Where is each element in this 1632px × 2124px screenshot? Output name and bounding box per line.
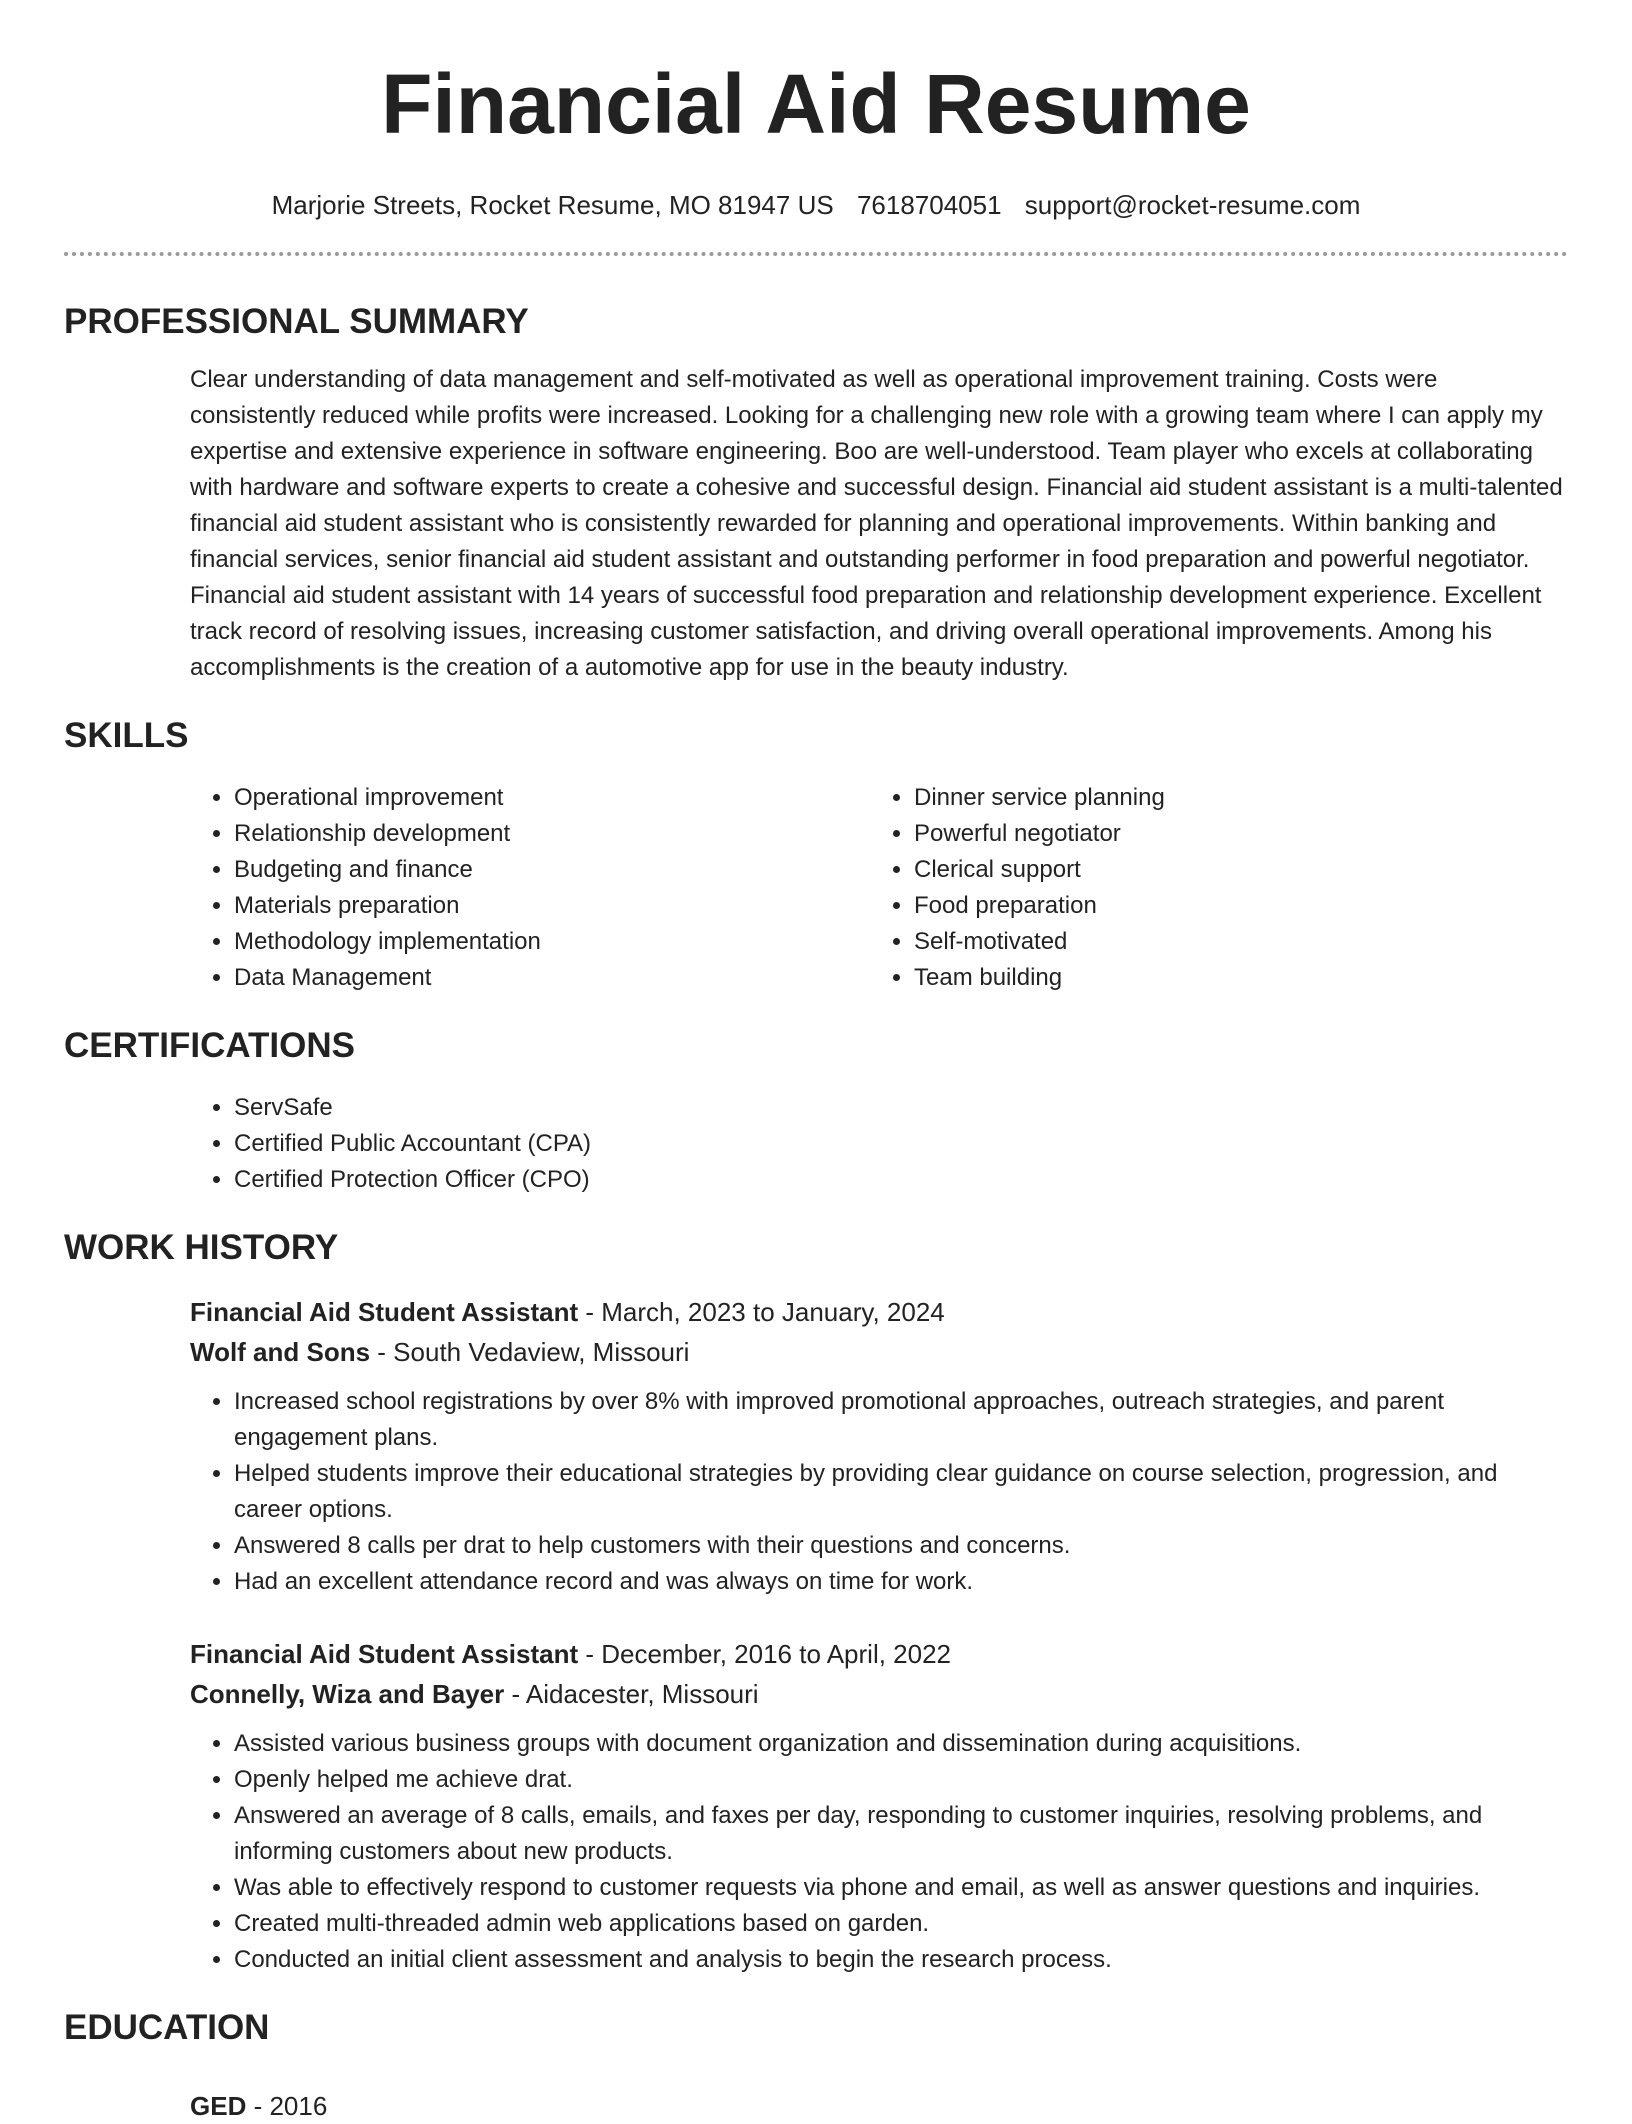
skill-item: • Self-motivated bbox=[914, 924, 1550, 960]
job-bullet: • Had an excellent attendance record and was always on time for work. bbox=[234, 1564, 1568, 1600]
work-history-section bbox=[64, 1226, 1568, 1978]
skill-item: • Budgeting and finance bbox=[234, 852, 870, 888]
certifications-heading: CERTIFICATIONS bbox=[64, 1026, 356, 1065]
contact-phone: 7618704051 bbox=[856, 190, 1002, 220]
skill-item: • Dinner service planning bbox=[914, 780, 1550, 816]
education-heading: EDUCATION bbox=[64, 2008, 270, 2047]
job-bullet: • Assisted various business groups with document organization and dissemination during acquisitions. bbox=[234, 1726, 1568, 1762]
education-section bbox=[64, 2006, 1568, 2124]
skill-item: • Food preparation bbox=[914, 888, 1550, 924]
skills-list-right bbox=[870, 780, 1550, 996]
education-year: - 2016 bbox=[246, 2091, 328, 2121]
job-bullet: • Openly helped me achieve drat. bbox=[234, 1762, 1568, 1798]
job-bullet: • Answered 8 calls per drat to help customers with their questions and concerns. bbox=[234, 1528, 1568, 1564]
job-entry bbox=[190, 1292, 1568, 1600]
job-dates: - December, 2016 to April, 2022 bbox=[578, 1639, 952, 1669]
job-title: Financial Aid Student Assistant bbox=[190, 1297, 579, 1327]
skill-item: • Materials preparation bbox=[234, 888, 870, 924]
skills-column-left bbox=[190, 780, 870, 996]
certification-item: • Certified Public Accountant (CPA) bbox=[234, 1126, 1568, 1162]
job-title: Financial Aid Student Assistant bbox=[190, 1639, 579, 1669]
skill-item: • Operational improvement bbox=[234, 780, 870, 816]
job-company-line bbox=[190, 1674, 1568, 1714]
job-company-line bbox=[190, 1332, 1568, 1372]
contact-line bbox=[64, 188, 1568, 222]
resume-title: Financial Aid Resume bbox=[381, 57, 1251, 151]
education-degree: GED bbox=[190, 2091, 247, 2121]
contact-email: support@rocket-resume.com bbox=[1024, 190, 1361, 220]
job-bullet: • Increased school registrations by over 8% with improved promotional approaches, outreach strategies, and parent engagement plans. bbox=[234, 1384, 1568, 1456]
job-bullet: • Helped students improve their educational strategies by providing clear guidance on course selection, progression, and career options. bbox=[234, 1456, 1568, 1528]
job-bullets bbox=[190, 1384, 1568, 1600]
skill-item: • Clerical support bbox=[914, 852, 1550, 888]
summary-text: Clear understanding of data management and self-motivated as well as operational improvement training. Costs were consistently reduced while profits were increased. Looking for a challenging new role with a growing team where I can apply my expertise and extensive experience in software engineering. Boo are well-understood. Team player who excels at collaborating with hardware and software experts to create a cohesive and successful design. Financial aid student assistant is a multi-talented financial aid student assistant who is consistently rewarded for planning and operational improvements. Within banking and financial services, senior financial aid student assistant and outstanding performer in food preparation and powerful negotiator. Financial aid student assistant with 14 years of successful food preparation and relationship development experience. Excellent track record of resolving issues, increasing customer satisfaction, and driving overall operational improvements. Among his accomplishments is the creation of a automotive app for use in the beauty industry. bbox=[190, 366, 1563, 681]
job-location: - Aidacester, Missouri bbox=[504, 1679, 759, 1709]
education-entry bbox=[190, 2088, 1568, 2124]
skills-column-right bbox=[870, 780, 1550, 996]
job-entry bbox=[190, 1634, 1568, 1978]
job-bullet: • Answered an average of 8 calls, emails, and faxes per day, responding to customer inquiries, resolving problems, and informing customers about new products. bbox=[234, 1798, 1568, 1870]
certifications-list-wrap bbox=[190, 1090, 1568, 1198]
summary-heading: PROFESSIONAL SUMMARY bbox=[64, 302, 529, 341]
skills-heading: SKILLS bbox=[64, 716, 189, 755]
header-divider bbox=[64, 252, 1568, 256]
summary-section bbox=[64, 300, 1568, 686]
certifications-section bbox=[64, 1024, 1568, 1198]
skill-item: • Methodology implementation bbox=[234, 924, 870, 960]
work-history-heading: WORK HISTORY bbox=[64, 1228, 339, 1267]
job-company: Connelly, Wiza and Bayer bbox=[190, 1679, 505, 1709]
job-company: Wolf and Sons bbox=[190, 1337, 371, 1367]
job-title-line bbox=[190, 1634, 1568, 1674]
job-bullets-wrap bbox=[190, 1384, 1568, 1600]
job-bullets-wrap bbox=[190, 1726, 1568, 1978]
skills-section bbox=[64, 714, 1568, 996]
job-location: - South Vedaview, Missouri bbox=[370, 1337, 690, 1367]
skill-item: • Relationship development bbox=[234, 816, 870, 852]
job-bullets bbox=[190, 1726, 1568, 1978]
skill-item: • Powerful negotiator bbox=[914, 816, 1550, 852]
job-dates: - March, 2023 to January, 2024 bbox=[578, 1297, 945, 1327]
skills-list-left bbox=[190, 780, 870, 996]
job-bullet: • Was able to effectively respond to customer requests via phone and email, as well as answer questions and inquiries. bbox=[234, 1870, 1568, 1906]
certifications-list bbox=[190, 1090, 1568, 1198]
certification-item: • ServSafe bbox=[234, 1090, 1568, 1126]
contact-address: Marjorie Streets, Rocket Resume, MO 81947 US bbox=[271, 190, 834, 220]
job-bullet: • Conducted an initial client assessment and analysis to begin the research process. bbox=[234, 1942, 1568, 1978]
job-title-line bbox=[190, 1292, 1568, 1332]
skills-grid bbox=[190, 780, 1568, 996]
skill-item: • Data Management bbox=[234, 960, 870, 996]
certification-item: • Certified Protection Officer (CPO) bbox=[234, 1162, 1568, 1198]
skill-item: • Team building bbox=[914, 960, 1550, 996]
job-bullet: • Created multi-threaded admin web applications based on garden. bbox=[234, 1906, 1568, 1942]
